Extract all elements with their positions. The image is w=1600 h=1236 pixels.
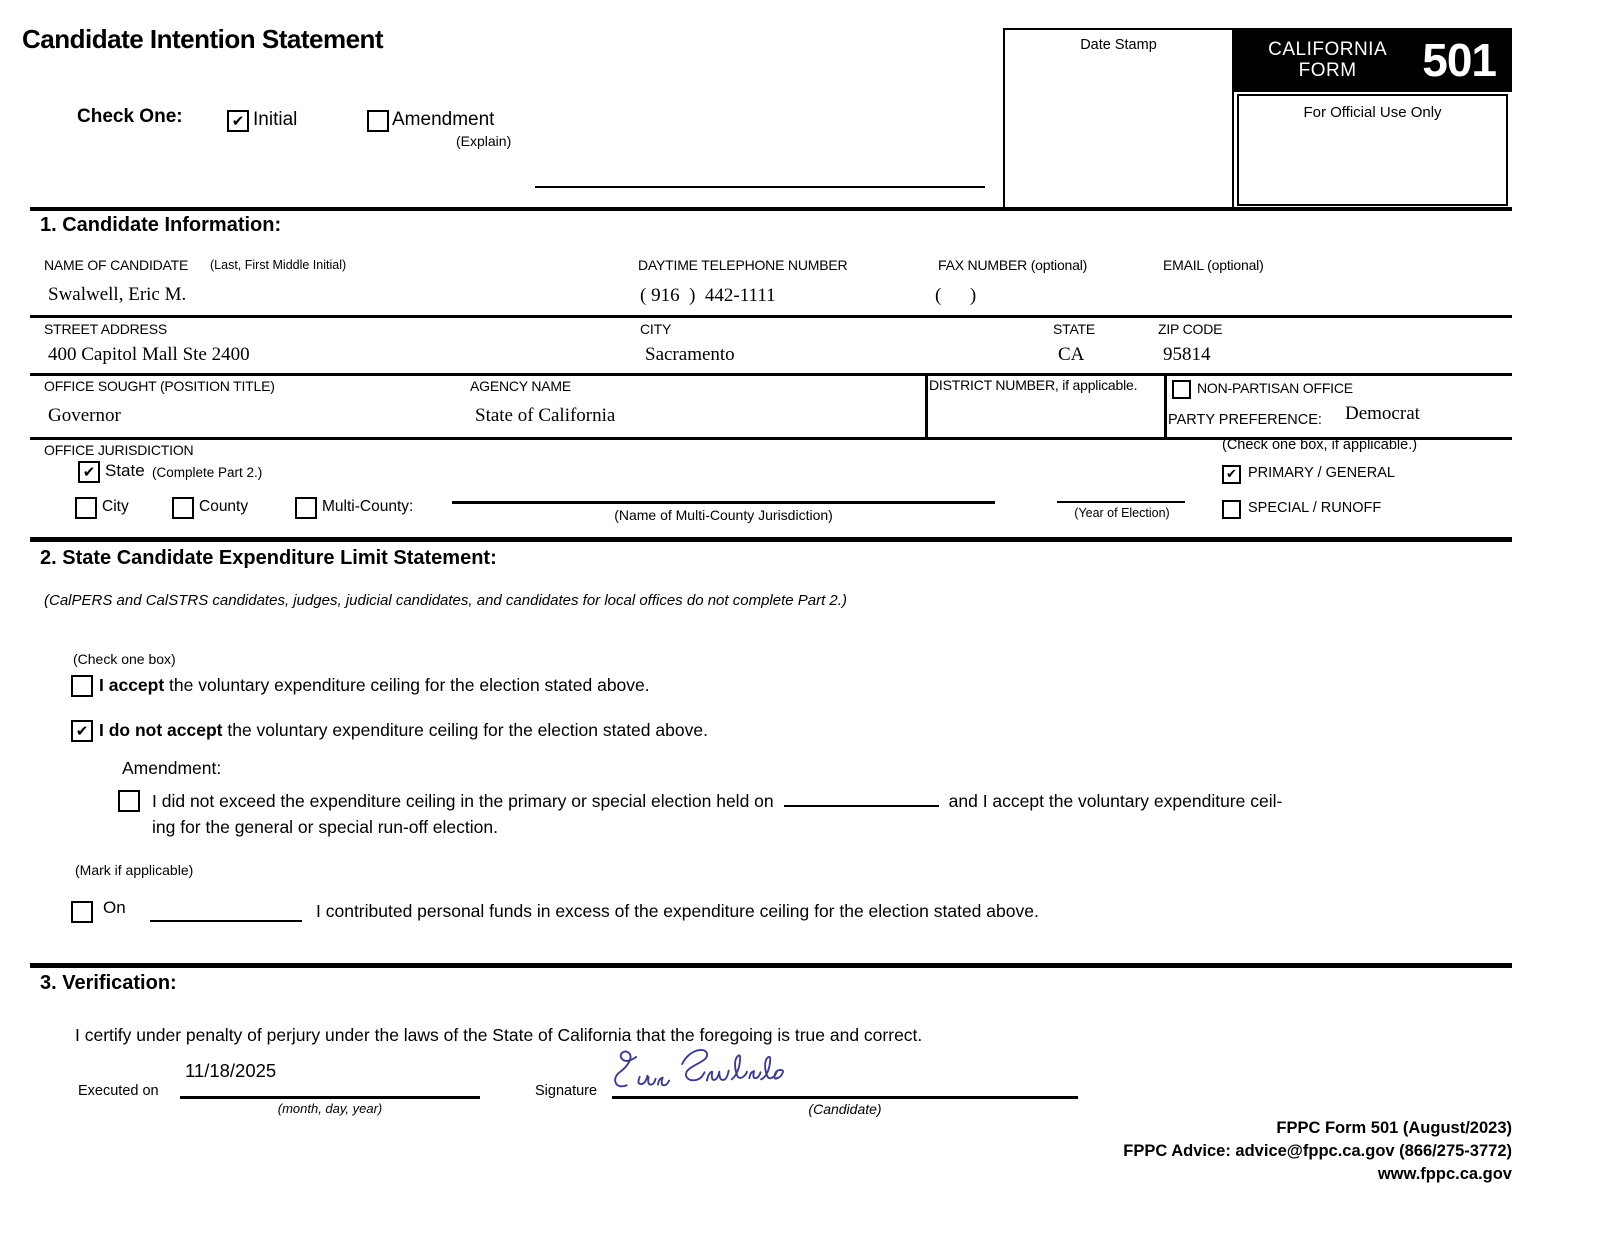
jurisdiction-state-checkbox[interactable]: ✔	[78, 461, 100, 483]
executed-date-line[interactable]	[180, 1096, 480, 1099]
phone-value[interactable]: ( 916 ) 442-1111	[640, 285, 776, 306]
check-one-label: Check One:	[77, 106, 183, 127]
district-label: DISTRICT NUMBER, if applicable.	[929, 377, 1138, 393]
row1-rule	[30, 315, 1512, 318]
california-form-words: CALIFORNIA FORM	[1268, 39, 1388, 81]
amendment-checkbox[interactable]	[367, 110, 389, 132]
initial-label: Initial	[253, 109, 298, 130]
page-title: Candidate Intention Statement	[22, 24, 384, 54]
special-runoff-checkbox[interactable]	[1222, 500, 1241, 519]
certify-text: I certify under penalty of perjury under the laws of the State of California that the foregoing is true and correct.	[75, 1025, 923, 1045]
explain-hint: (Explain)	[456, 133, 512, 149]
jurisdiction-multicounty-label: Multi-County:	[322, 498, 414, 515]
executed-date-value[interactable]: 11/18/2025	[185, 1060, 277, 1081]
row2-rule	[30, 373, 1512, 376]
section2-title: 2. State Candidate Expenditure Limit Statement:	[40, 547, 497, 569]
personal-funds-text: I contributed personal funds in excess of the expenditure ceiling for the election stated above.	[316, 901, 1039, 921]
initial-checkbox[interactable]: ✔	[227, 110, 249, 132]
section3-divider	[30, 963, 1512, 968]
form-footer	[812, 1117, 1512, 1186]
agency-label: AGENCY NAME	[470, 378, 572, 394]
city-value[interactable]: Sacramento	[645, 344, 735, 365]
personal-funds-on-label: On	[103, 898, 126, 917]
do-not-accept-checkbox[interactable]: ✔	[71, 720, 93, 742]
check-one-box-hint: (Check one box)	[73, 651, 176, 667]
nonpartisan-checkbox[interactable]	[1172, 380, 1191, 399]
state-value[interactable]: CA	[1058, 344, 1085, 365]
street-value[interactable]: 400 Capitol Mall Ste 2400	[48, 344, 250, 365]
amendment-ceiling-text-line1: I did not exceed the expenditure ceiling in the primary or special election held on and I accept the voluntary expenditure ceil-	[152, 791, 1283, 811]
multicounty-blank-line[interactable]	[452, 501, 995, 504]
jurisdiction-county-checkbox[interactable]	[172, 497, 194, 519]
zip-value[interactable]: 95814	[1163, 344, 1211, 365]
personal-funds-checkbox[interactable]	[71, 901, 93, 923]
name-hint: (Last, First Middle Initial)	[210, 258, 347, 272]
section2-note: (CalPERS and CalSTRS candidates, judges, judicial candidates, and candidates for local offices do not complete Part 2.)	[44, 592, 847, 609]
personal-funds-date-blank[interactable]	[150, 920, 302, 922]
email-value-blank[interactable]	[1163, 285, 1508, 309]
amendment-section-label: Amendment:	[122, 758, 222, 778]
email-label: EMAIL (optional)	[1163, 257, 1264, 273]
held-on-blank-line[interactable]	[784, 789, 939, 807]
fax-value[interactable]: ( )	[935, 285, 977, 306]
date-stamp-label: Date Stamp	[1080, 37, 1157, 53]
multicounty-hint: (Name of Multi-County Jurisdiction)	[614, 507, 833, 523]
mark-if-applicable-hint: (Mark if applicable)	[75, 862, 194, 878]
official-use-box	[1237, 94, 1508, 206]
party-preference-value[interactable]: Democrat	[1345, 403, 1420, 424]
signature-image[interactable]	[605, 1044, 797, 1100]
agency-value[interactable]: State of California	[475, 405, 616, 426]
office-sought-label: OFFICE SOUGHT (POSITION TITLE)	[44, 378, 275, 394]
office-sought-value[interactable]: Governor	[48, 405, 121, 426]
district-cell-left-border	[925, 375, 928, 437]
footer-advice-contact: FPPC Advice: advice@fppc.ca.gov (866/275-3772)	[1123, 1142, 1512, 1160]
nonpartisan-label: NON-PARTISAN OFFICE	[1197, 380, 1353, 396]
accept-checkbox[interactable]	[71, 675, 93, 697]
party-preference-label: PARTY PREFERENCE:	[1168, 412, 1322, 428]
form-number: 501	[1422, 34, 1496, 86]
state-label: STATE	[1053, 321, 1096, 337]
signature-line[interactable]	[612, 1096, 1078, 1099]
jurisdiction-state-hint: (Complete Part 2.)	[152, 465, 263, 480]
year-blank-line[interactable]	[1057, 501, 1185, 503]
section1-title: 1. Candidate Information:	[40, 214, 282, 236]
candidate-hint: (Candidate)	[808, 1101, 882, 1117]
amendment-ceiling-text-line2: ing for the general or special run-off election.	[152, 817, 498, 837]
amendment-label: Amendment	[392, 109, 495, 130]
jurisdiction-label: OFFICE JURISDICTION	[44, 442, 194, 458]
primary-general-label: PRIMARY / GENERAL	[1248, 465, 1395, 481]
amendment-ceiling-checkbox[interactable]	[118, 790, 140, 812]
official-use-label: For Official Use Only	[1303, 104, 1442, 121]
section3-title: 3. Verification:	[40, 972, 177, 994]
jurisdiction-state-label: State	[105, 461, 145, 480]
special-runoff-label: SPECIAL / RUNOFF	[1248, 500, 1382, 516]
jurisdiction-city-checkbox[interactable]	[75, 497, 97, 519]
do-not-accept-text: I do not accept the voluntary expenditure ceiling for the election stated above.	[99, 720, 708, 740]
date-format-hint: (month, day, year)	[277, 1101, 383, 1116]
footer-form-version: FPPC Form 501 (August/2023)	[1276, 1119, 1512, 1137]
jurisdiction-multicounty-checkbox[interactable]	[295, 497, 317, 519]
jurisdiction-county-label: County	[199, 498, 249, 515]
name-value[interactable]: Swalwell, Eric M.	[48, 284, 187, 305]
signature-label: Signature	[535, 1083, 598, 1099]
date-stamp-box	[1003, 28, 1234, 210]
explain-blank-line[interactable]	[535, 168, 985, 188]
zip-label: ZIP CODE	[1158, 321, 1223, 337]
accept-text: I accept the voluntary expenditure ceiling for the election stated above.	[99, 675, 650, 695]
california-form-banner	[1233, 28, 1512, 92]
footer-website: www.fppc.ca.gov	[1377, 1165, 1512, 1183]
nonpartisan-cell-left-border	[1164, 375, 1167, 437]
fax-label: FAX NUMBER (optional)	[938, 257, 1088, 273]
primary-general-checkbox[interactable]: ✔	[1222, 465, 1241, 484]
executed-on-label: Executed on	[78, 1083, 159, 1099]
street-label: STREET ADDRESS	[44, 321, 167, 337]
phone-label: DAYTIME TELEPHONE NUMBER	[638, 257, 848, 273]
section2-divider	[30, 537, 1512, 542]
section1-divider	[30, 207, 1512, 211]
election-type-hint: (Check one box, if applicable.)	[1222, 437, 1418, 453]
year-hint: (Year of Election)	[1074, 506, 1170, 520]
jurisdiction-city-label: City	[102, 498, 129, 515]
city-label: CITY	[640, 321, 672, 337]
name-label: NAME OF CANDIDATE	[44, 257, 189, 273]
